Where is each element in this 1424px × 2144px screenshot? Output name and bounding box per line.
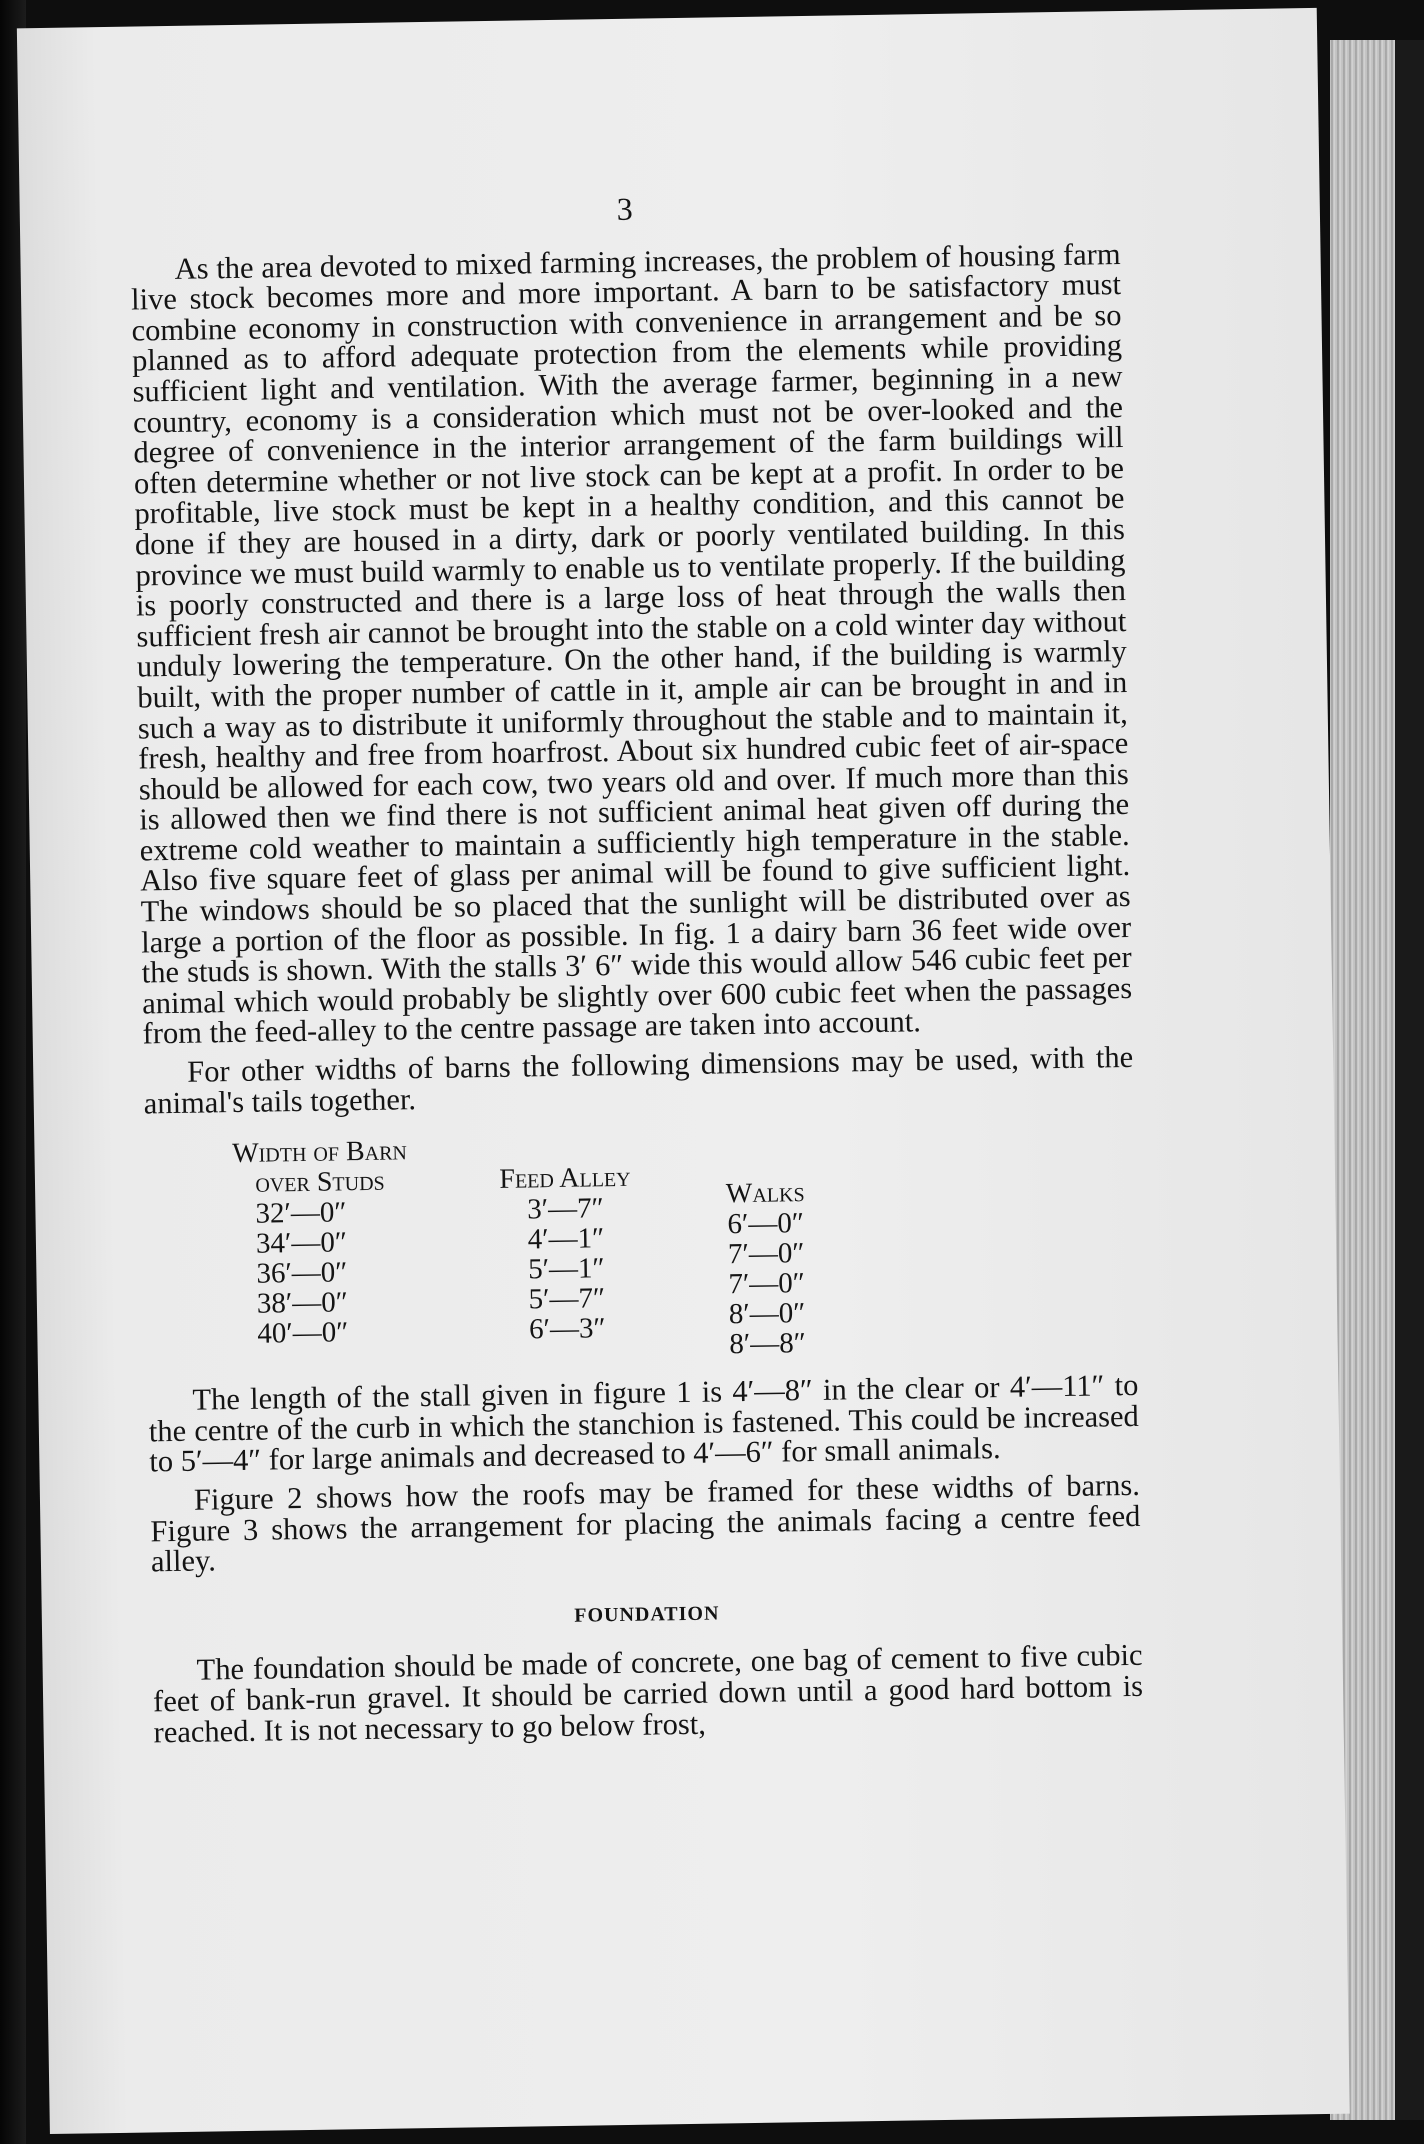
- width-header-line2: over Studs: [255, 1165, 385, 1199]
- width-of-barn-column: [194, 1136, 447, 1350]
- feed-alley-value: 3′—7″: [526, 1192, 604, 1226]
- walks-value: 6′—0″: [727, 1207, 805, 1241]
- feed-alley-column: [465, 1162, 668, 1345]
- feed-alley-header: Feed Alley: [499, 1162, 631, 1196]
- walks-value: 7′—0″: [728, 1267, 806, 1301]
- page-number: 3: [616, 190, 634, 227]
- width-value: 36′—0″: [256, 1256, 348, 1290]
- foundation-paragraph: The foundation should be made of concrete, one bag of cement to five cubic feet of bank-run gravel. It should be carried down until a good hard bottom is reached. It is not necessary to go below frost,: [152, 1638, 1144, 1749]
- walks-header: Walks: [725, 1177, 805, 1210]
- feed-alley-value: 6′—3″: [528, 1312, 606, 1346]
- feed-alley-value: 5′—1″: [527, 1252, 605, 1286]
- page-content: [130, 186, 1144, 1748]
- stall-length-paragraph: The length of the stall given in figure 1 is 4′—8″ in the clear or 4′—11″ to the centre of the curb in which the stanchion is fastened. This could be increased to 5′—4″ for large animals and decreased to 4′—6″ for small animals.: [148, 1368, 1140, 1479]
- walks-value: 8′—8″: [729, 1327, 807, 1361]
- intro-paragraph: As the area devoted to mixed farming increases, the problem of housing farm live stock becomes more and more important. A barn to be satisfactory must combine economy in construction with convenience in arrangement and be so planned as to afford adequate protection from the elements while providing sufficient light and ventilation. With the average farmer, beginning in a new country, economy is a consideration which must not be over-looked and the degree of convenience in the interior arrangement of the farm buildings will often determine whether or not live stock can be kept at a profit. In order to be profitable, live stock must be kept in a healthy condition, and this cannot be done if they are housed in a dirty, dark or poorly ventilated building. In this province we must build warmly to enable us to ventilate properly. If the building is poorly constructed and there is a large loss of heat through the walls then sufficient fresh air cannot be brought into the stable on a cold winter day without unduly lowering the temperature. On the other hand, if the building is warmly built, with the proper number of cattle in it, ample air can be brought in and in such a way as to distribute it uniformly throughout the stable and to maintain it, fresh, healthy and free from hoarfrost. About six hundred cubic feet of air-space should be allowed for each cow, two years old and over. If much more than this is allowed then we find there is not sufficient animal heat given off during the extreme cold weather to maintain a sufficiently high temperature in the stable. Also five square feet of glass per animal will be found to give sufficient light. The windows should be so placed that the sunlight will be distributed over as large a portion of the floor as possible. In fig. 1 a dairy barn 36 feet wide over the studs is shown. With the stalls 3′ 6″ wide this would allow 546 cubic feet per animal which would probably be slightly over 600 cubic feet when the passages from the feed-alley to the centre passage are taken into account.: [130, 236, 1133, 1051]
- width-value: 38′—0″: [256, 1286, 349, 1320]
- width-header-line1: Width of Barn: [231, 1135, 408, 1170]
- walks-value: 8′—0″: [728, 1297, 806, 1331]
- dimensions-intro-paragraph: For other widths of barns the following dimensions may be used, with the animal's tails together.: [143, 1039, 1134, 1121]
- width-value: 32′—0″: [255, 1196, 347, 1230]
- barn-dimensions-table: [144, 1125, 1137, 1366]
- width-value: 34′—0″: [255, 1226, 348, 1260]
- feed-alley-value: 4′—1″: [527, 1222, 605, 1256]
- feed-alley-value: 5′—7″: [528, 1282, 606, 1316]
- walks-column: [685, 1178, 848, 1360]
- book-page: [17, 8, 1350, 2134]
- book-edge-shadow: [1395, 40, 1424, 2120]
- walks-value: 7′—0″: [727, 1237, 805, 1271]
- width-value: 40′—0″: [257, 1316, 349, 1350]
- section-heading-foundation: FOUNDATION: [574, 1602, 720, 1627]
- figures-paragraph: Figure 2 shows how the roofs may be framed for these widths of barns. Figure 3 shows the arrangement for placing the animals facing a centre feed alley.: [150, 1467, 1141, 1579]
